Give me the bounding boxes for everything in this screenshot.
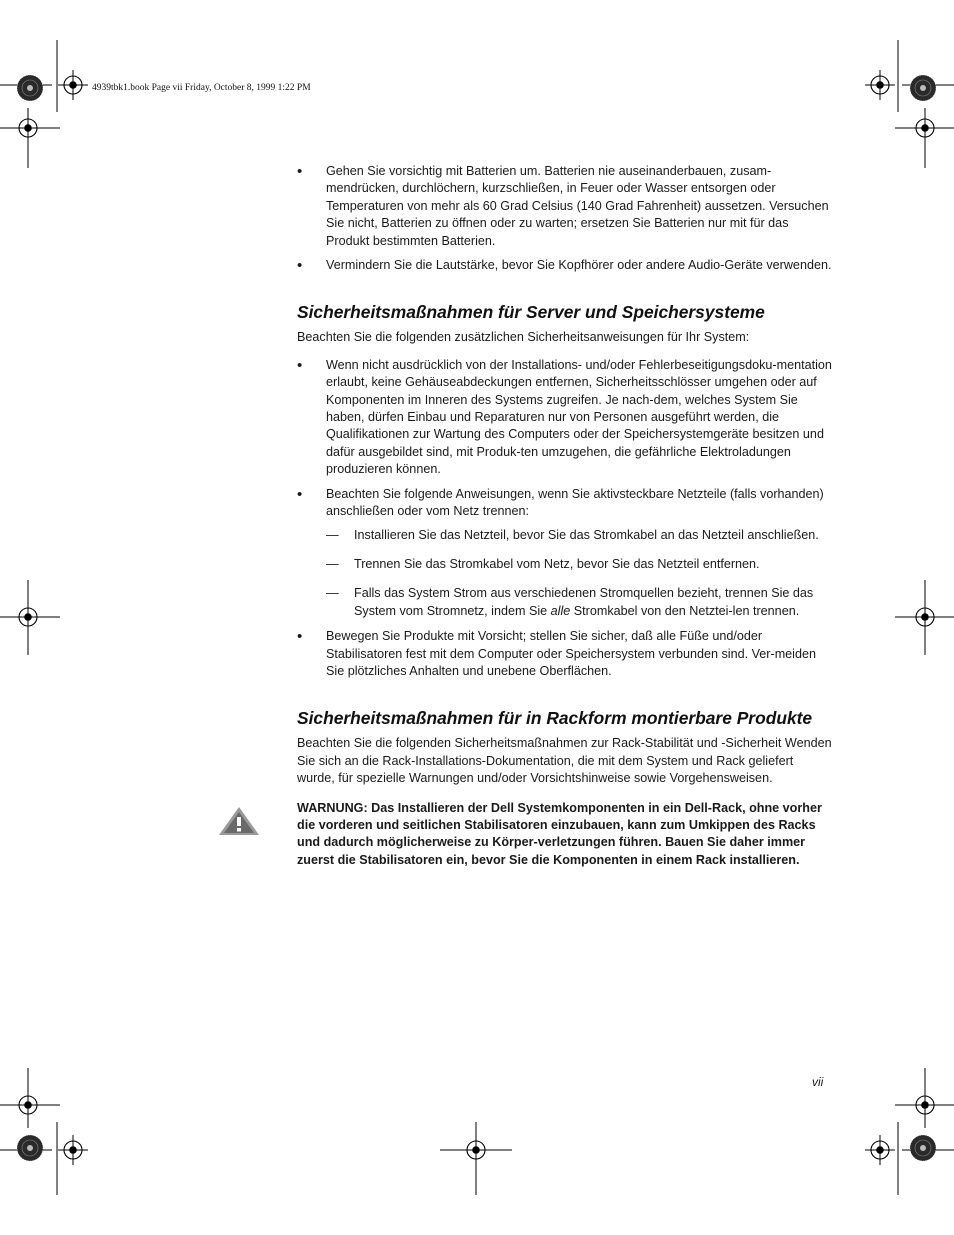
warning-text: WARNUNG: Das Installieren der Dell Systemkomponenten in ein Dell-Rack, ohne vorher die vorderen und seitlichen Stabilisatoren einzubauen, kann zum Umkippen des Racks und dadurch möglicherweise zu Körper-verletzungen führen. Bauen Sie daher immer zuerst die Stabilisatoren ein, bevor Sie die Komponenten in einem Rack installieren. (297, 800, 822, 867)
list-item-text: Gehen Sie vorsichtig mit Batterien um. Batterien nie auseinanderbauen, zusam-mendrücken, durchlöchern, kurzschließen, in Feuer oder Wasser entsorgen oder Temperaturen von mehr als 60 Grad Celsius (140 Grad Fahrenheit) aussetzen. Versuchen Sie nicht, Batterien zu öffnen oder zu warten; ersetzen Sie Batterien nur mit für das Produkt bestimmten Batterien. (326, 164, 829, 248)
warning-triangle-icon (217, 805, 261, 837)
list-item-text: Bewegen Sie Produkte mit Vorsicht; stellen Sie sicher, daß alle Füße und/oder Stabilisatoren fest mit dem Computer oder Speichersystem verbunden sind. Ver-meiden Sie plötzliches Anhalten und unebene Oberflächen. (326, 629, 816, 678)
registration-mark-icon (910, 1090, 940, 1120)
section-intro-rack: Beachten Sie die folgenden Sicherheitsmaßnahmen zur Rack-Stabilität und -Sicherheit Wenden Sie sich an die Rack-Installations-Dokumentation, die mit dem System und Rack geliefert wurde, für spezielle Warnungen und/oder Vorsichtshinweise sowie Vorgehensweisen. (297, 736, 832, 786)
power-supply-sublist (326, 527, 832, 621)
sub-list-item (326, 527, 832, 544)
bullet-mark: • (297, 628, 303, 646)
registration-mark-icon (58, 70, 88, 100)
registration-mark-icon (865, 1135, 895, 1165)
page-content (297, 163, 832, 869)
list-item (297, 357, 832, 479)
crop-mark-star-bottom-right (910, 1135, 936, 1161)
crop-mark-star-top-left (17, 75, 43, 101)
battery-volume-list (297, 163, 832, 274)
warning-block (297, 800, 832, 870)
list-item (297, 628, 832, 680)
sub-list-item-text-before: Falls das System Strom aus verschiedenen Stromquellen bezieht, trennen Sie das System vom Stromnetz, indem Sie (354, 586, 814, 618)
section-intro-server: Beachten Sie die folgenden zusätzlichen Sicherheitsanweisungen für Ihr System: (297, 330, 750, 345)
dash-mark: — (326, 556, 339, 571)
sub-list-item-text-after: Stromkabel von den Netztei-len trennen. (570, 603, 800, 618)
list-item-text: Vermindern Sie die Lautstärke, bevor Sie Kopfhörer oder andere Audio-Geräte verwenden. (326, 258, 832, 273)
emphasis-alle: alle (550, 603, 571, 618)
registration-mark-icon (58, 1135, 88, 1165)
list-item-text: Wenn nicht ausdrücklich von der Installations- und/oder Fehlerbeseitigungsdoku-mentation erlaubt, keine Gehäuseabdeckungen entfernen, Sicherheitsschlösser umgehen oder auf Komponenten im Inneren des Systems zugreifen. Je nach-dem, welches System Sie haben, dürfen Einbau und Reparaturen nur von Personen ausgeführt werden, die Qualifikationen zur Wartung des Computers oder der Speichersystemgeräte besitzen und dafür ausgebildet sind, mit Produk-ten umzugehen, die gefährliche Elektroladungen produzieren können. (326, 357, 832, 477)
section-heading-server: Sicherheitsmaßnahmen für Server und Speichersysteme (297, 302, 765, 323)
bullet-mark: • (297, 485, 303, 503)
page-number: vii (812, 1075, 824, 1089)
dash-mark: — (326, 527, 339, 542)
bullet-mark: • (297, 163, 303, 180)
registration-mark-icon (461, 1135, 491, 1165)
sub-list-item-text: Installieren Sie das Netzteil, bevor Sie das Stromkabel an das Netzteil anschließen. (354, 527, 819, 542)
sub-list-item (326, 585, 832, 620)
bullet-mark: • (297, 356, 303, 374)
crop-mark-star-top-right (910, 75, 936, 101)
list-item (297, 257, 832, 274)
registration-mark-icon (910, 113, 940, 143)
sub-list-item-text: Trennen Sie das Stromkabel vom Netz, bevor Sie das Netzteil entfernen. (354, 556, 760, 571)
bullet-mark: • (297, 257, 303, 275)
registration-mark-icon (13, 113, 43, 143)
server-safety-list (297, 357, 832, 681)
list-item (297, 163, 832, 250)
registration-mark-icon (13, 602, 43, 632)
section-heading-rack: Sicherheitsmaßnahmen für in Rackform montierbare Produkte (297, 708, 813, 729)
sub-list-item (326, 556, 832, 573)
list-item-text: Beachten Sie folgende Anweisungen, wenn Sie aktivsteckbare Netzteile (falls vorhanden) anschließen oder vom Netz trennen: (326, 486, 824, 519)
crop-mark-star-bottom-left (17, 1135, 43, 1161)
dash-mark: — (326, 586, 339, 601)
file-header: 4939tbk1.book Page vii Friday, October 8, 1999 1:22 PM (92, 83, 311, 93)
registration-mark-icon (910, 602, 940, 632)
registration-mark-icon (13, 1090, 43, 1120)
list-item (297, 486, 832, 620)
registration-mark-icon (865, 70, 895, 100)
